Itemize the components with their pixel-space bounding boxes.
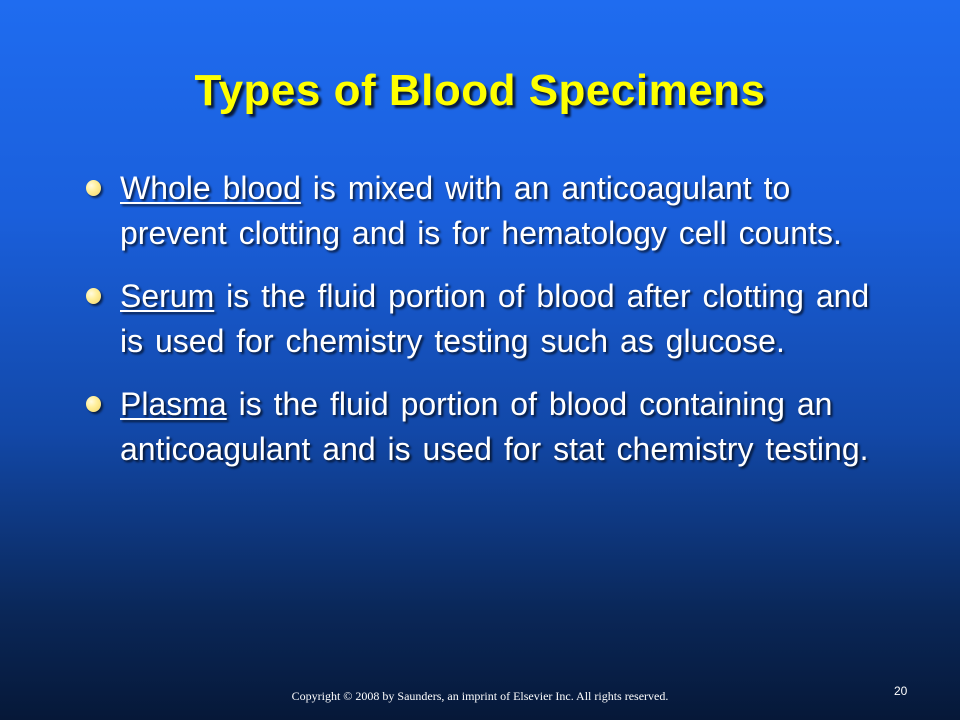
sphere-bullet-icon bbox=[86, 180, 101, 196]
bullet-term: Serum bbox=[120, 278, 215, 314]
slide-title: Types of Blood Specimens bbox=[194, 66, 766, 115]
bullet-term: Whole blood bbox=[120, 170, 301, 206]
sphere-bullet-icon bbox=[86, 288, 101, 304]
page-number: 20 bbox=[894, 684, 908, 698]
bullet-term: Plasma bbox=[120, 386, 227, 422]
bullet-item-serum bbox=[78, 274, 878, 364]
bullet-item-plasma bbox=[78, 382, 878, 472]
bullet-text: is the fluid portion of blood after clotting and is used for chemistry testing such as glucose. bbox=[120, 278, 870, 359]
bullet-text: is the fluid portion of blood containing an anticoagulant and is used for stat chemistry testing. bbox=[120, 386, 869, 467]
sphere-bullet-icon bbox=[86, 396, 101, 412]
bullet-text: is mixed with an anticoagulant to prevent clotting and is for hematology cell counts. bbox=[120, 170, 842, 251]
bullet-list bbox=[78, 166, 878, 490]
copyright-notice: Copyright © 2008 by Saunders, an imprint of Elsevier Inc. All rights reserved. bbox=[291, 689, 669, 703]
bullet-item-whole-blood bbox=[78, 166, 878, 256]
